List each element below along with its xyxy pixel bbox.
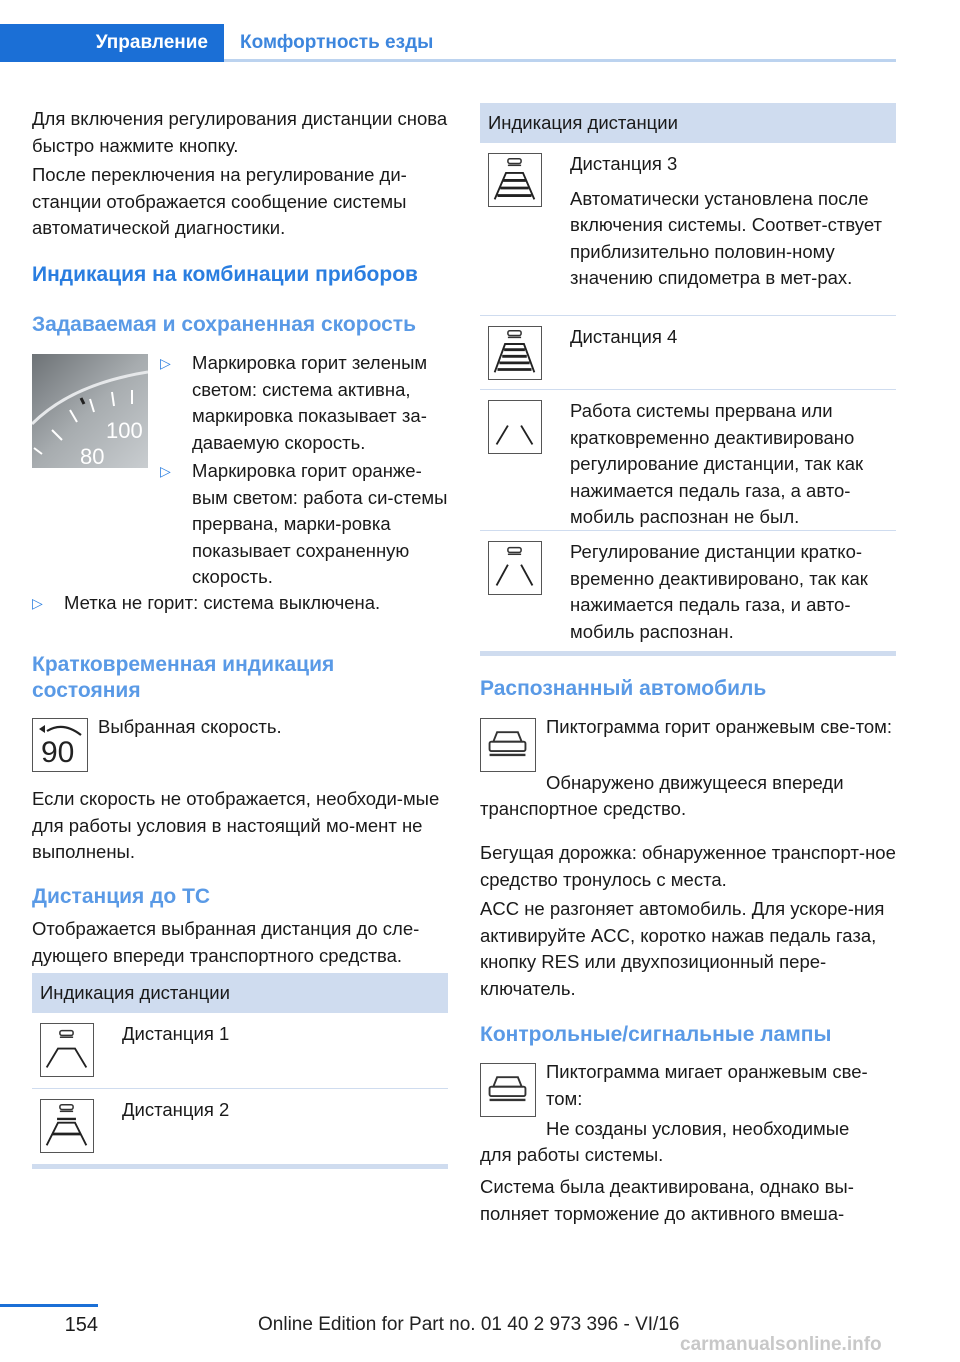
bullet-orange: ▷ Маркировка горит оранже-вым светом: работа си-стемы прервана, марки-ровка показывает сохраненную скорость.	[160, 458, 450, 591]
table-end-bar	[32, 1164, 448, 1169]
detected-text-2-first: Обнаружено движущееся впереди	[546, 772, 844, 793]
speedo-label-80: 80	[80, 444, 105, 468]
interrupted-vehicle-detected-text: Регулирование дистанции кратко-временно деактивировано, так как нажимается педаль газа, и авто-мобиль распознан.	[570, 541, 868, 642]
vehicle-detected-icon	[480, 718, 536, 772]
distance-3-icon	[488, 153, 542, 207]
tab-controls[interactable]: Управление	[0, 24, 224, 62]
bullet-green: ▷ Маркировка горит зеленым светом: система активна, маркировка показывает за-даваемую скорость.	[160, 350, 450, 456]
acc-text: ACC не разгоняет автомобиль. Для ускоре-ния активируйте ACC, коротко нажав педаль газа, кнопку RES или двухпозиционный пере-ключатель.	[480, 898, 885, 999]
heading-warning-lamps: Контрольные/сигнальные лампы	[480, 1023, 832, 1046]
edition-info: Online Edition for Part no. 01 40 2 973 396 - VI/16	[258, 1314, 680, 1335]
lamps-text-1: Пиктограмма мигает оранжевым све-том:	[546, 1061, 868, 1109]
intro-paragraph-1: Для включения регулирования дистанции снова быстро нажмите кнопку.	[32, 108, 448, 156]
distance-4-icon	[488, 326, 542, 380]
selected-speed-text: Выбранная скорость.	[98, 716, 282, 737]
speedo-label-100: 100	[106, 418, 143, 443]
distance-2-icon	[40, 1099, 94, 1153]
triangle-bullet-icon: ▷	[32, 595, 43, 611]
lane-vehicle-detected-icon	[488, 541, 542, 595]
table-end-bar	[480, 651, 896, 656]
distance-2-label: Дистанция 2	[122, 1099, 230, 1120]
bullet-off: ▷ Метка не горит: система выключена.	[32, 590, 448, 617]
lamps-text-2-first: Не созданы условия, необходимые	[546, 1118, 850, 1139]
heading-detected-vehicle: Распознанный автомобиль	[480, 677, 767, 700]
vehicle-warning-icon	[480, 1063, 536, 1117]
table-row	[480, 531, 896, 651]
header-divider	[224, 59, 896, 62]
speedometer-image	[32, 354, 148, 468]
table-row	[32, 1013, 448, 1089]
distance-table-right	[480, 103, 896, 656]
lamps-text-2: для работы системы.	[480, 1144, 664, 1165]
page-number: 154	[64, 1314, 98, 1336]
distance-1-label: Дистанция 1	[122, 1023, 230, 1044]
lamps-text-3: Система была деактивирована, однако вы-полняет торможение до активного вмеша-	[480, 1176, 854, 1224]
set-speed-90-icon: 90	[32, 718, 88, 772]
triangle-bullet-icon: ▷	[160, 355, 171, 371]
footer-divider	[0, 1304, 98, 1307]
distance-3-label: Дистанция 3	[570, 153, 678, 174]
heading-instrument-indication: Индикация на комбинации приборов	[32, 263, 418, 286]
heading-set-speed: Задаваемая и сохраненная скорость	[32, 313, 416, 336]
heading-short-indication: Кратковременная индикация состояния	[32, 653, 335, 702]
table-row	[480, 390, 896, 531]
watermark: carmanualsonline.info	[680, 1334, 882, 1355]
detected-text-2: транспортное средство.	[480, 798, 687, 819]
distance-table-left	[32, 973, 448, 1169]
table-header: Индикация дистанции	[480, 103, 896, 143]
distance-description: Отображается выбранная дистанция до сле-дующего впереди транспортного средства.	[32, 918, 420, 966]
distance-4-label: Дистанция 4	[570, 326, 678, 347]
heading-distance: Дистанция до ТС	[32, 885, 211, 908]
table-row	[480, 143, 896, 316]
triangle-bullet-icon: ▷	[160, 463, 171, 479]
intro-paragraph-2: После переключения на регулирование ди-станции отображается сообщение системы автоматической диагностики.	[32, 164, 407, 238]
running-lane-text: Бегущая дорожка: обнаруженное транспорт-ное средство тронулось с места.	[480, 842, 896, 890]
table-row	[32, 1089, 448, 1164]
lane-no-vehicle-icon	[488, 400, 542, 454]
distance-3-description: Автоматически установлена после включения системы. Соответ-ствует приблизительно половин-ному значению спидометра в мет-рах.	[570, 187, 882, 288]
tab-driving-comfort[interactable]: Комфортность езды	[240, 32, 434, 53]
table-header: Индикация дистанции	[32, 973, 448, 1013]
speed-not-shown-text: Если скорость не отображается, необходи-мые для работы условия в настоящий мо-мент не выполнены.	[32, 788, 440, 862]
distance-1-icon	[40, 1023, 94, 1077]
table-row	[480, 316, 896, 390]
interrupted-no-vehicle-text: Работа системы прервана или кратковременно деактивировано регулирование дистанции, так как нажимается педаль газа, а авто-мобиль распознан не был.	[570, 400, 864, 527]
detected-text-1: Пиктограмма горит оранжевым све-том:	[546, 716, 893, 737]
